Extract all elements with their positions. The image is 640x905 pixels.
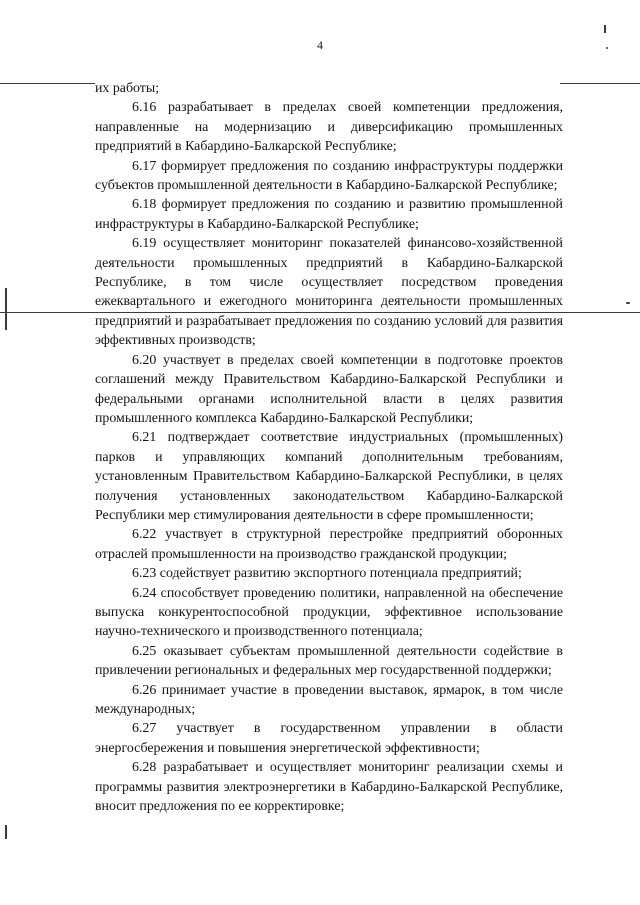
paragraph-6-17: 6.17 формирует предложения по созданию инфраструктуры поддержки субъектов промышленной деятельности в Кабардино-Балкарской Республике; [95,158,563,194]
paragraph-6-20: 6.20 участвует в пределах своей компетенции в подготовке проектов соглашений между Правительством Кабардино-Балкарской Республики и федеральными органами исполнительной власти в целях развития промышленного комплекса Кабардино-Балкарской Республики; [95,352,563,426]
paragraph-6-19: 6.19 осуществляет мониторинг показателей финансово-хозяйственной деятельности промышленных предприятий в Кабардино-Балкарской Республике, в том числе осуществляет посредством проведения ежеквартального и ежегодного мониторинга деятельности промышленных предприятий и разрабатывает предложения по созданию условий для развития эффективных производств; [95,236,563,349]
paragraph-6-25: 6.25 оказывает субъектам промышленной деятельности содействие в привлечении региональных и федеральных мер государственной поддержки; [95,643,563,679]
scan-artifact-left-mark [5,288,7,330]
paragraph-6-28: 6.28 разрабатывает и осуществляет мониторинг реализации схемы и программы развития электроэнергетики в Кабардино-Балкарской Республике, вносит предложения по ее корректировке; [95,760,563,815]
scan-artifact-right-mark [604,25,606,33]
page-number: 4 [317,38,323,52]
scan-artifact-edge-dot [626,302,630,304]
paragraph-6-24: 6.24 способствует проведению политики, направленной на обеспечение выпуска конкурентоспособной продукции, эффективное использование научно-технического и производственного потенциала; [95,585,563,640]
paragraph-6-16: 6.16 разрабатывает в пределах своей компетенции предложения, направленные на модернизацию и диверсификацию промышленных предприятий в Кабардино-Балкарской Республике; [95,100,563,155]
paragraph-continuation: их работы; [95,81,160,96]
scan-artifact-top-line-right [560,83,640,84]
paragraph-6-23: 6.23 содействует развитию экспортного потенциала предприятий; [132,566,522,582]
paragraph-6-22: 6.22 участвует в структурной перестройке предприятий оборонных отраслей промышленности на производство гражданской продукции; [95,527,563,562]
paragraph-6-18: 6.18 формирует предложения по созданию и развитию промышленной инфраструктуры в Кабардино-Балкарской Республике; [95,197,563,232]
document-body [95,79,563,816]
paragraph-6-21: 6.21 подтверждает соответствие индустриальных (промышленных) парков и управляющих компаний дополнительным требованиям, установленным Правительством Кабардино-Балкарской Республики, в целях получения установленных законодательством Кабардино-Балкарской Республики мер стимулирования деятельности в сфере промышленности; [95,430,563,523]
paragraph-6-27: 6.27 участвует в государственном управлении в области энергосбережения и повышения энергетической эффективности; [95,721,563,756]
paragraph-6-26: 6.26 принимает участие в проведении выставок, ярмарок, в том числе международных; [95,682,563,717]
scan-artifact-left-mark-lower [5,825,7,839]
scan-artifact-top-line [0,83,95,84]
scan-artifact-right-dot [606,47,608,49]
